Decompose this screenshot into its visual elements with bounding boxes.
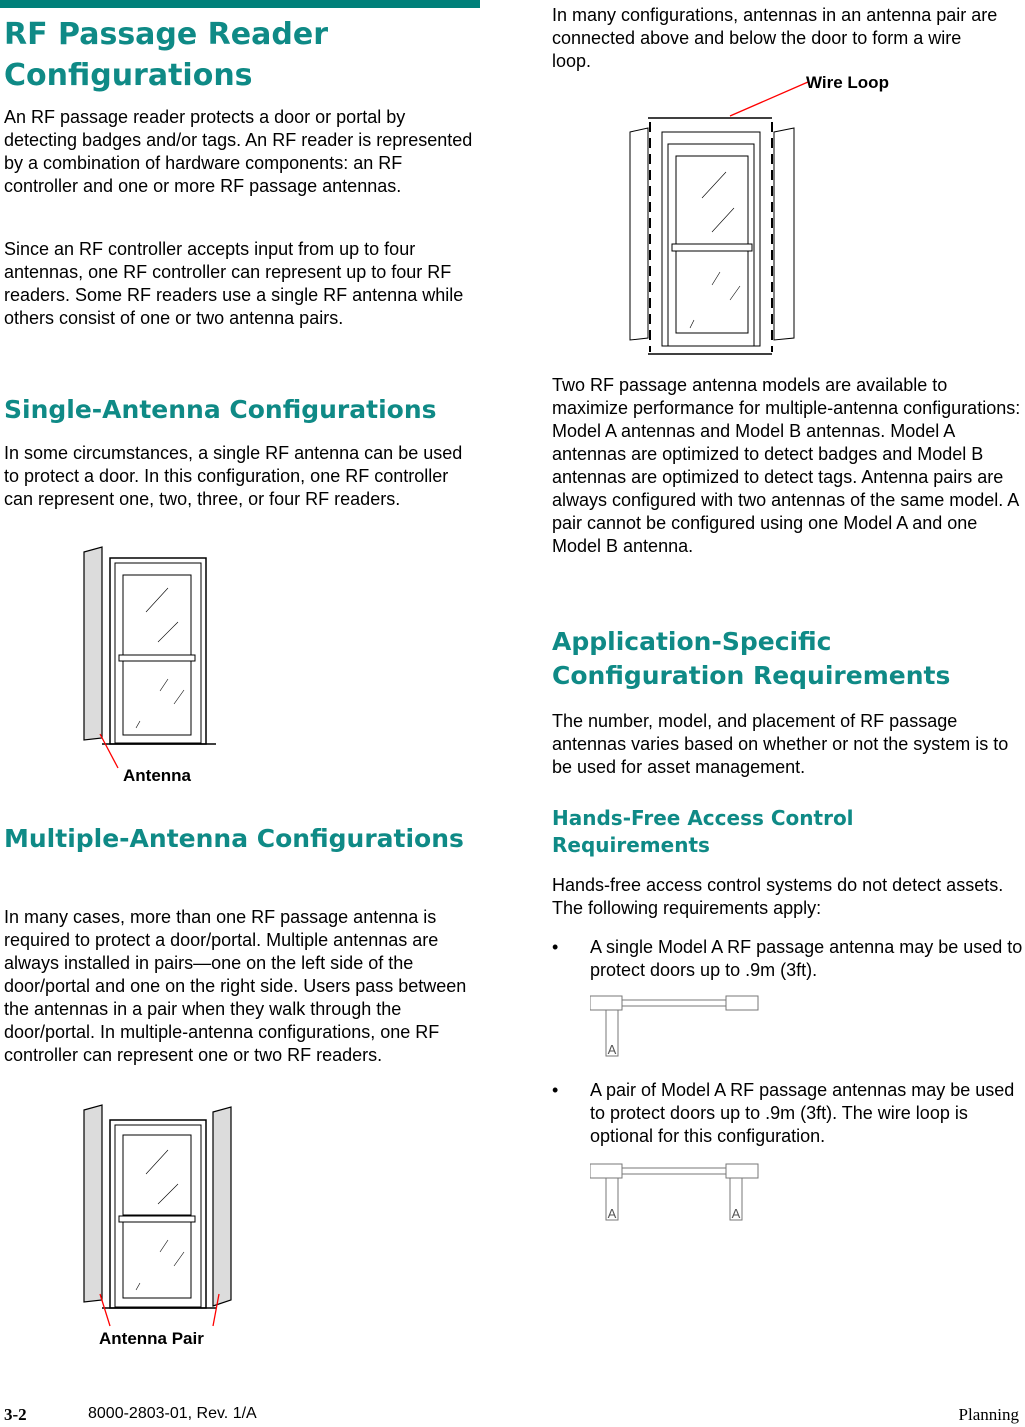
antenna-panel-left: [84, 1105, 102, 1302]
intro-paragraph-1: An RF passage reader protects a door or portal by detecting badges and/or tags. An RF reader is represented by a combination of hardware components: an RF controller and one or more RF passage antennas.: [4, 107, 473, 196]
bullet-text: A single Model A RF passage antenna may be used to protect doors up to .9m (3ft).: [590, 937, 1023, 980]
wire-loop-figure: [622, 70, 972, 360]
multiple-antenna-heading: Multiple-Antenna Configurations: [4, 824, 464, 853]
antenna-a-label: A: [607, 1042, 617, 1057]
page-title: RF Passage Reader Configurations: [4, 17, 328, 93]
hands-free-heading: Hands-Free Access Control Requirements: [552, 806, 854, 857]
bullet-dot: •: [552, 1080, 559, 1100]
antenna-pair-figure: [74, 1104, 244, 1336]
door-push-bar: [119, 655, 195, 661]
antenna-pair-label: Antenna Pair: [99, 1329, 204, 1348]
antenna-panel-left: [630, 128, 648, 340]
wire-loop-callout-line: [730, 82, 808, 116]
single-antenna-figure: [74, 546, 224, 786]
intro-paragraph-2: Since an RF controller accepts input from up to four antennas, one RF controller can represent up to four RF readers. Some RF readers use a single RF antenna while others consist of one or two antenna pairs.: [4, 239, 464, 328]
footer-section: Planning: [958, 1405, 1019, 1424]
glass-lower: [676, 251, 748, 333]
antenna-panel: [84, 547, 102, 740]
antenna-label: Antenna: [123, 766, 191, 785]
application-specific-heading: Application-Specific Configuration Requirements: [552, 627, 951, 690]
antenna-pair-plan-figure: [590, 1160, 760, 1226]
hands-free-paragraph: Hands-free access control systems do not detect assets. The following requirements apply:: [552, 875, 1004, 918]
requirement-bullet-2: [552, 1079, 1024, 1151]
antenna-panel-right: [213, 1107, 231, 1306]
glass-lower: [123, 1222, 191, 1298]
antenna-a-label-right: A: [731, 1206, 741, 1221]
glass-lower: [123, 661, 191, 735]
footer-doc-id: 8000-2803-01, Rev. 1/A: [88, 1405, 257, 1422]
application-specific-paragraph: The number, model, and placement of RF passage antennas varies based on whether or not the system is to be used for asset management.: [552, 711, 1009, 777]
bullet-dot: •: [552, 937, 559, 957]
glass-upper: [123, 1135, 191, 1215]
antenna-panel-right: [774, 128, 794, 340]
door-push-bar: [119, 1216, 195, 1222]
glass-upper: [676, 156, 748, 244]
top-rule: [0, 0, 480, 8]
antenna-models-paragraph: Two RF passage antenna models are available to maximize performance for multiple-antenna configurations: Model A antennas and Model B antennas. Model A antennas are optimized to detect badges and Model B antennas are optimized to detect tags. Antenna pairs are always configured with two antennas of the same model. A pair cannot be configured using one Model A and one Model B antenna.: [552, 375, 1021, 556]
bullet-text: A pair of Model A RF passage antennas may be used to protect doors up to .9m (3ft). The wire loop is optional for this configuration.: [590, 1080, 1015, 1146]
antenna-a-label-left: A: [607, 1206, 617, 1221]
single-antenna-plan-figure: [590, 992, 760, 1062]
pair-callout-left: [100, 1294, 110, 1326]
door-push-bar: [672, 244, 752, 251]
glass-upper: [123, 575, 191, 655]
multiple-antenna-paragraph: In many cases, more than one RF passage antenna is required to protect a door/portal. Multiple antennas are always installed in pairs—one on the left side of the door/portal and one on the right side. Users pass between the antennas in a pair when they walk through the door/portal. In multiple-antenna configurations, one RF controller can represent one or two RF readers.: [4, 907, 467, 1065]
wire-loop-paragraph: In many configurations, antennas in an antenna pair are connected above and below the door to form a wire loop.: [552, 5, 998, 71]
wire-loop-label: Wire Loop: [806, 73, 889, 92]
requirement-bullet-1: [552, 936, 1024, 986]
single-antenna-heading: Single-Antenna Configurations: [4, 395, 437, 424]
footer-page-number: 3-2: [4, 1405, 27, 1424]
single-antenna-paragraph: In some circumstances, a single RF antenna can be used to protect a door. In this configuration, one RF controller can represent one, two, three, or four RF readers.: [4, 443, 463, 509]
